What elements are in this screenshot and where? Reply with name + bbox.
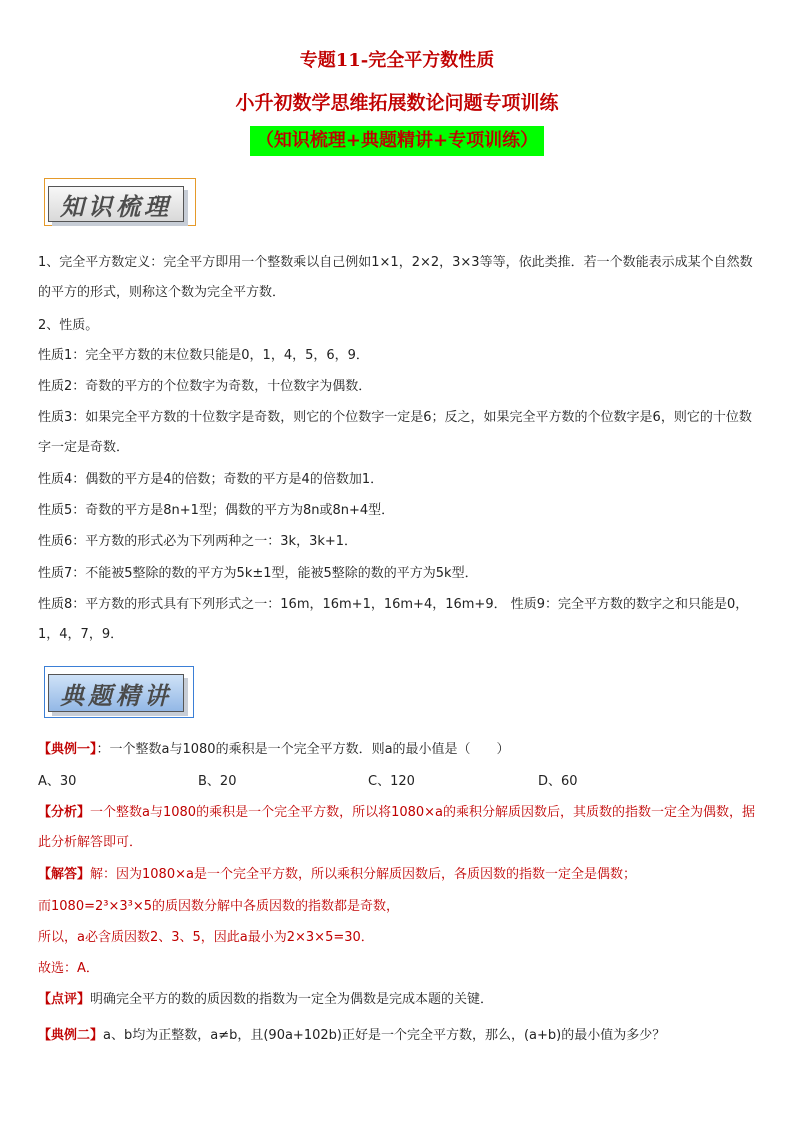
property-2: 性质2：奇数的平方的个位数字为奇数，十位数字为偶数． bbox=[38, 379, 372, 394]
example1-options bbox=[38, 767, 762, 797]
property-7: 性质7：不能被5整除的数的平方为5k±1型，能被5整除的数的平方为5k型． bbox=[38, 566, 478, 581]
knowledge-banner bbox=[44, 178, 196, 230]
option-c: C、120 bbox=[368, 774, 415, 789]
banner-label: 知识梳理 bbox=[48, 186, 184, 222]
page-title: 专题11-完全平方数性质 bbox=[299, 50, 495, 71]
option-d: D、60 bbox=[538, 774, 578, 789]
comment-label: 【点评】 bbox=[38, 992, 91, 1007]
option-b: B、20 bbox=[198, 774, 237, 789]
property-heading: 2、性质。 bbox=[38, 318, 99, 333]
banner-label: 典题精讲 bbox=[48, 674, 184, 712]
example1-question bbox=[38, 735, 762, 765]
definition-paragraph: 1、完全平方数定义：完全平方即用一个整数乘以自己例如1×1，2×2，3×3等等，依此类推．若一个数能表示成某个自然数的平方的形式，则称这个数为完全平方数． bbox=[38, 255, 753, 300]
analysis-label: 【分析】 bbox=[38, 805, 91, 820]
property-1: 性质1：完全平方数的末位数只能是0，1，4，5，6，9． bbox=[38, 348, 369, 363]
example1-text: ：一个整数a与1080的乘积是一个完全平方数．则a的最小值是（ ） bbox=[96, 742, 510, 757]
property-3: 性质3：如果完全平方数的十位数字是奇数，则它的个位数字一定是6；反之，如果完全平方数的个位数字是6，则它的十位数字一定是奇数． bbox=[38, 410, 752, 455]
example2-question bbox=[38, 1021, 762, 1051]
comment-text: 明确完全平方的数的质因数的指数为一定全为偶数是完成本题的关键． bbox=[90, 992, 494, 1007]
answer-choice: 故选：A． bbox=[38, 961, 99, 976]
answer-line-2: 而1080=2³×3³×5的质因数分解中各质因数的指数都是奇数， bbox=[38, 899, 399, 914]
tagline-wrap bbox=[0, 126, 794, 156]
example1-analysis bbox=[38, 798, 762, 858]
examples-banner bbox=[44, 666, 194, 722]
property-5: 性质5：奇数的平方是8n+1型；偶数的平方为8n或8n+4型． bbox=[38, 503, 395, 518]
answer-label: 【解答】 bbox=[38, 867, 91, 882]
tagline: （知识梳理+典题精讲+专项训练） bbox=[250, 126, 544, 156]
example1-comment bbox=[38, 985, 762, 1015]
answer-text: 解：因为1080×a是一个完全平方数，所以乘积分解质因数后，各质因数的指数一定全是偶数； bbox=[90, 867, 636, 882]
answer-line-3: 所以，a必含质因数2、3、5，因此a最小为2×3×5=30． bbox=[38, 930, 374, 945]
example1-answer bbox=[38, 860, 762, 890]
example2-text: a、b均为正整数，a≠b，且(90a+102b)正好是一个完全平方数，那么，(a+b)的最小值为多少？ bbox=[103, 1028, 666, 1043]
analysis-text: 一个整数a与1080的乘积是一个完全平方数，所以将1080×a的乘积分解质因数后，其质数的指数一定全为偶数，据此分析解答即可． bbox=[38, 805, 756, 850]
property-8-9: 性质8：平方数的形式具有下列形式之一：16m，16m+1，16m+4，16m+9． 性质9：完全平方数的数字之和只能是0，1，4，7，9． bbox=[38, 597, 749, 642]
property-6: 性质6：平方数的形式必为下列两种之一：3k，3k+1． bbox=[38, 534, 358, 549]
property-4: 性质4：偶数的平方是4的倍数；奇数的平方是4的倍数加1． bbox=[38, 472, 384, 487]
example2-label: 【典例二】 bbox=[38, 1028, 104, 1043]
page-subtitle: 小升初数学思维拓展数论问题专项训练 bbox=[235, 92, 559, 114]
option-a: A、30 bbox=[38, 774, 77, 789]
example1-label: 【典例一】 bbox=[38, 742, 97, 757]
